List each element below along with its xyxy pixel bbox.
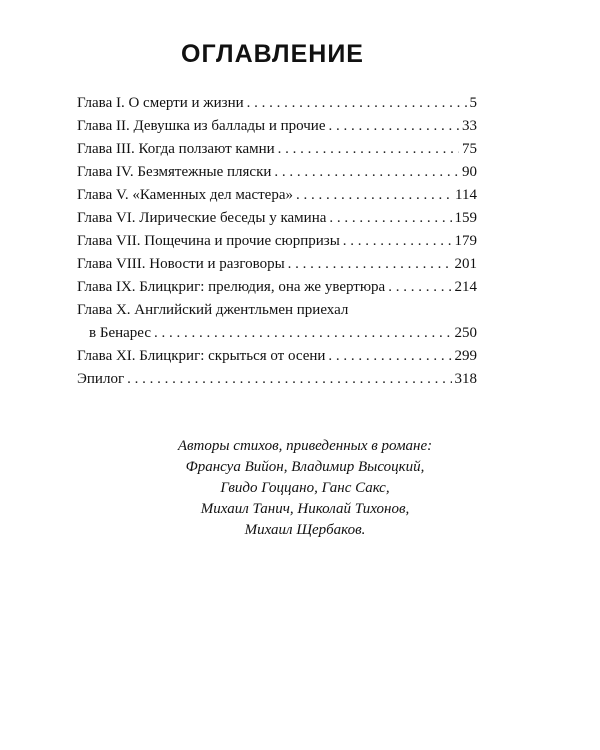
toc-entry-page: 75 xyxy=(462,141,477,157)
toc-leader-dots xyxy=(247,92,467,115)
toc-entry-title: Глава III. Когда ползают камни xyxy=(77,141,275,157)
toc-leader-dots xyxy=(328,345,451,368)
authors-line: Франсуа Вийон, Владимир Высоцкий, xyxy=(185,459,425,475)
authors-line: Михаил Танич, Николай Тихонов, xyxy=(200,501,410,517)
toc-leader-dots xyxy=(154,322,452,345)
toc-entry-chapter-5 xyxy=(77,184,477,207)
toc-entry-title: Эпилог xyxy=(77,371,125,387)
toc-entry-chapter-11 xyxy=(77,345,477,368)
toc-leader-dots xyxy=(329,207,451,230)
toc-leader-dots xyxy=(278,138,459,161)
poem-authors-note xyxy=(0,436,600,541)
toc-entry-title: Глава IV. Безмятежные пляски xyxy=(77,164,272,180)
toc-entry-page: 318 xyxy=(454,371,477,387)
table-of-contents xyxy=(77,92,477,391)
toc-leader-dots xyxy=(388,276,451,299)
toc-entry-chapter-7 xyxy=(77,230,477,253)
toc-entry-chapter-6 xyxy=(77,207,477,230)
toc-leader-dots xyxy=(329,115,460,138)
toc-entry-page: 299 xyxy=(454,348,477,364)
toc-entry-page: 201 xyxy=(454,256,477,272)
toc-entry-chapter-1 xyxy=(77,92,477,115)
toc-entry-title: Глава V. «Каменных дел мастера» xyxy=(77,187,293,203)
toc-entry-title: Глава VIII. Новости и разговоры xyxy=(77,256,285,272)
toc-entry-chapter-10-line-1 xyxy=(77,299,477,322)
authors-heading: Авторы стихов, приведенных в романе: xyxy=(177,438,433,454)
toc-leader-dots xyxy=(127,368,451,391)
toc-entry-title-continued: в Бенарес xyxy=(89,325,151,341)
toc-entry-chapter-4 xyxy=(77,161,477,184)
authors-line: Гвидо Гоццано, Ганс Сакс, xyxy=(220,480,390,496)
toc-entry-page: 5 xyxy=(469,95,477,111)
toc-entry-chapter-3 xyxy=(77,138,477,161)
toc-entry-page: 33 xyxy=(462,118,477,134)
toc-entry-page: 179 xyxy=(454,233,477,249)
toc-entry-title: Глава I. О смерти и жизни xyxy=(77,95,244,111)
toc-entry-epilogue xyxy=(77,368,477,391)
toc-entry-chapter-10-line-2 xyxy=(77,322,477,345)
toc-entry-chapter-2 xyxy=(77,115,477,138)
toc-entry-page: 159 xyxy=(454,210,477,226)
page-title: ОГЛАВЛЕНИЕ xyxy=(181,40,364,68)
toc-leader-dots xyxy=(296,184,452,207)
toc-leader-dots xyxy=(343,230,452,253)
toc-entry-title: Глава XI. Блицкриг: скрыться от осени xyxy=(77,348,326,364)
toc-entry-page: 90 xyxy=(462,164,477,180)
toc-entry-chapter-9 xyxy=(77,276,477,299)
authors-line: Михаил Щербаков. xyxy=(244,522,366,538)
toc-entry-chapter-8 xyxy=(77,253,477,276)
toc-leader-dots xyxy=(288,253,452,276)
toc-leader-dots xyxy=(274,161,459,184)
toc-entry-title: Глава VI. Лирические беседы у камина xyxy=(77,210,327,226)
toc-entry-page: 114 xyxy=(455,187,477,203)
toc-entry-page: 214 xyxy=(454,279,477,295)
toc-entry-title: Глава VII. Пощечина и прочие сюрпризы xyxy=(77,233,340,249)
toc-entry-page: 250 xyxy=(454,325,477,341)
toc-entry-title: Глава X. Английский джентльмен приехал xyxy=(77,302,349,318)
toc-entry-title: Глава II. Девушка из баллады и прочие xyxy=(77,118,326,134)
toc-entry-title: Глава IX. Блицкриг: прелюдия, она же увертюра xyxy=(77,279,386,295)
